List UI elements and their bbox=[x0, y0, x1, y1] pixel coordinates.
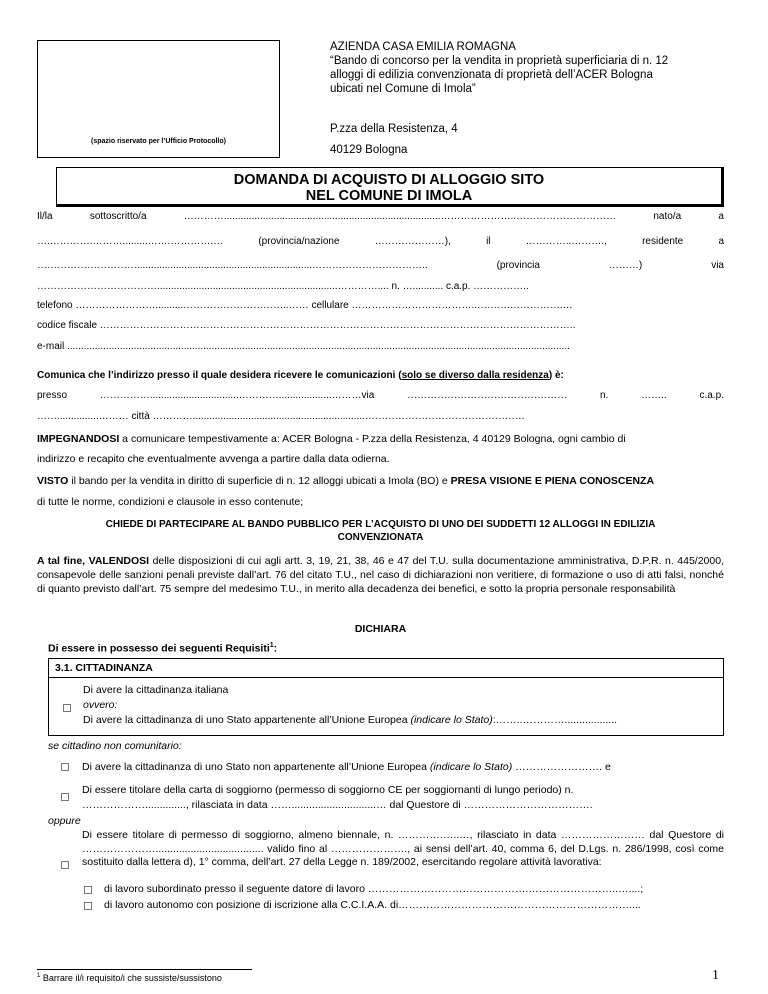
telefono-line[interactable]: telefono ……………………..........…………………………..…… cellulare ………………………………..……….…………….… bbox=[37, 300, 573, 311]
bando-line-3: ubicati nel Comune di Imola” bbox=[330, 83, 476, 95]
cittadinanza-text: Di avere la cittadinanza italiana ovvero: Di avere la cittadinanza di uno Stato appartenente all’Unione Europea (indicare lo Stato):……..………….................. bbox=[83, 684, 618, 726]
title-line-1: DOMANDA DI ACQUISTO DI ALLOGGIO SITO bbox=[233, 172, 545, 188]
comunica-line: Comunica che l’indirizzo presso il quale desidera ricevere le comunicazioni (solo se diverso dalla residenza) è: bbox=[37, 370, 564, 381]
form-line-4[interactable]: ……………………………….................................................................………….... n. …........... c.a.p. …………….. bbox=[37, 281, 529, 292]
visto-line-1: VISTO il bando per la vendita in diritto di superficie di n. 12 alloggi ubicati a Imola (BO) e PRESA VISIONE E PIENA CONOSCENZA bbox=[37, 475, 655, 487]
oppure-label: oppure bbox=[48, 815, 81, 827]
carta-text: Di essere titolare della carta di soggiorno (permesso di soggiorno CE per soggiornanti di lungo periodo) n. ……………….............., rilasciata in data …….............................… dal Questore di ………………………………. bbox=[82, 784, 593, 811]
checkbox-cittadinanza[interactable] bbox=[63, 704, 71, 712]
citta-line[interactable]: ……...............……… città …………..............................................................………………………………………… bbox=[37, 411, 525, 422]
checkbox-carta[interactable] bbox=[61, 793, 69, 801]
form-line-1[interactable]: Il/la sottoscritto/a …………..............................................................................…………………..………………………… nato/a a bbox=[37, 211, 724, 222]
checkbox-subordinato[interactable] bbox=[84, 886, 92, 894]
dichiara-heading: DICHIARA bbox=[354, 623, 407, 635]
page-number: 1 bbox=[712, 968, 719, 983]
impegnandosi-line-1: IMPEGNANDOSI a comunicare tempestivamente a: ACER Bologna - P.zza della Resistenza, 4 40129 Bologna, ogni cambio di bbox=[37, 433, 626, 445]
form-line-3[interactable]: …………………………...............................................................…………………………….. (provincia ………) via bbox=[37, 260, 724, 271]
non-ue-heading: se cittadino non comunitario: bbox=[48, 740, 182, 752]
checkbox-non-ue[interactable] bbox=[61, 763, 69, 771]
chiede-heading: CHIEDE DI PARTECIPARE AL BANDO PUBBLICO PER L’ACQUISTO DI UNO DEI SUDDETTI 12 ALLOGGI IN EDILIZIA CONVENZIONATA bbox=[105, 519, 656, 543]
city: 40129 Bologna bbox=[330, 144, 408, 156]
document-title bbox=[56, 167, 724, 207]
email-line[interactable]: e-mail ..................................................................................................................................................................................... bbox=[37, 341, 570, 352]
subordinato-text: di lavoro subordinato presso il seguente datore di lavoro ……………………………………….……………………..…....; bbox=[104, 883, 644, 895]
checkbox-permesso[interactable] bbox=[61, 861, 69, 869]
codice-fiscale-line[interactable]: codice fiscale …………………………………………………………………………………………………………………………….. bbox=[37, 320, 576, 331]
autonomo-text: di lavoro autonomo con posizione di iscrizione alla C.C.I.A.A. di………………………………………………………….... bbox=[104, 899, 641, 911]
requisiti-line: Di essere in possesso dei seguenti Requisiti$^1$: bbox=[48, 642, 278, 655]
visto-line-2: di tutte le norme, condizioni e clausole in esso contenute; bbox=[37, 496, 304, 508]
non-ue-text: Di avere la cittadinanza di uno Stato non appartenente all’Unione Europea (indicare lo Stato) ……………………. e bbox=[82, 761, 611, 773]
protocol-label: (spazio riservato per l’Ufficio Protocollo) bbox=[91, 138, 226, 145]
valendosi-paragraph: A tal fine, VALENDOSI delle disposizioni di cui agli artt. 3, 19, 21, 38, 46 e 47 del T.U. sulla documentazione amministrativa, D.P.R. n. 445/2000, consapevole delle sanzioni penali previste dall’art. 76 del citato T.U., nel caso di dichiarazioni non veritiere, di formazione o uso di atti falsi, nonché di quanto previsto dall’art. 75 sempre del medesimo T.U., in merito alla decadenza dei benefici, e sotto la propria personale responsabilità bbox=[37, 555, 724, 595]
protocol-box bbox=[37, 40, 280, 158]
footnote: $^1$ Barrare il/i requisito/i che sussiste/sussistono bbox=[37, 973, 222, 983]
bando-line-1: “Bando di concorso per la vendita in proprietà superficiaria di n. 12 bbox=[330, 55, 669, 67]
title-line-2: NEL COMUNE DI IMOLA bbox=[305, 188, 473, 204]
checkbox-autonomo[interactable] bbox=[84, 902, 92, 910]
impegnandosi-line-2: indirizzo e recapito che eventualmente avvenga a partire dalla data odierna. bbox=[37, 453, 390, 465]
section-header: 3.1. CITTADINANZA bbox=[48, 658, 724, 678]
permesso-text: Di essere titolare di permesso di soggiorno, almeno biennale, n. ………….…..…, rilasciato in data …………………… dal Questore di …………………..................................... valido fino al …………………., ai sensi dell’art. 40, comma 6, del D.Lgs. n. 286/1998, così come sostituito dalla lettera d), 1° comma, dell’art. 27 della Legge n. 189/2002, esercitando regolare attività lavorativa: bbox=[82, 829, 724, 868]
presso-line[interactable]: presso ……………................................…………...................………via ………………………………………… n. …….. c.a.p. bbox=[37, 390, 724, 401]
section-body bbox=[48, 677, 724, 736]
form-line-2[interactable]: ….………….……….........…….………….… (provincia/nazione …………………), il …………..………., residente a bbox=[37, 236, 724, 247]
address: P.zza della Resistenza, 4 bbox=[330, 123, 458, 135]
agency-name: AZIENDA CASA EMILIA ROMAGNA bbox=[330, 41, 516, 53]
footnote-rule bbox=[37, 969, 252, 970]
bando-line-2: alloggi di edilizia convenzionata di proprietà dell’ACER Bologna bbox=[330, 69, 653, 81]
